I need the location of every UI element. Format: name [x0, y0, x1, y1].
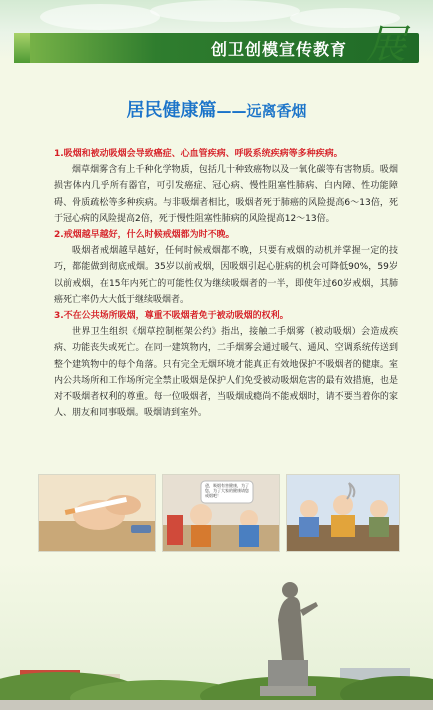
photo-hands-cigarette: [38, 474, 156, 552]
banner-accent-stripe: [14, 33, 30, 63]
banner-title: 创卫创模宣传教育: [210, 40, 347, 59]
office-cartoon-illustration: [287, 475, 399, 551]
park-statue-landscape: [0, 560, 433, 710]
headline-main: 居民健康篇: [126, 100, 217, 121]
section-1-heading: 1.吸烟和被动吸烟会导致癌症、心血管疾病、呼吸系统疾病等多种疾病。: [54, 149, 343, 159]
page-headline: [0, 96, 433, 122]
article-body: [54, 146, 398, 421]
headline-sub: ——远离香烟: [216, 102, 307, 120]
section-1-body: 烟草烟雾含有上千种化学物质，包括几十种致癌物以及一氧化碳等有害物质。吸烟损害体内几乎所有器官，可引发癌症、冠心病、慢性阻塞性肺病、白内障、性功能障碍、骨质疏松等多种疾病。与非吸烟者相比，吸烟者死于肺癌的风险提高6～13倍，死于冠心病的风险提高2倍，死于慢性阻塞性肺病的风险提高12～13倍。: [54, 165, 398, 224]
cloud: [40, 4, 160, 30]
cloud: [150, 0, 300, 22]
section-2-body: 吸烟者戒烟越早越好，任何时候戒烟都不晚，只要有戒烟的动机并掌握一定的技巧，都能做到彻底戒烟。35岁以前戒烟，因吸烟引起心脏病的机会可降低90%，59岁以前戒烟，在15年内死亡的可能性仅为继续吸烟者的一半，即使年过60岁戒烟，其肺癌死亡率仍大大低于继续吸烟者。: [54, 246, 398, 305]
photo-office-smoking: [286, 474, 400, 552]
section-3-heading: 3.不在公共场所吸烟，尊重不吸烟者免于被动吸烟的权利。: [54, 311, 289, 322]
section-2-heading: 2.戒烟越早越好，什么时候戒烟都为时不晚。: [54, 230, 235, 241]
header-banner: [14, 33, 419, 63]
hands-cigarette-illustration: [39, 475, 155, 551]
photo-family-quit-smoking: [162, 474, 280, 552]
speech-bubble-text: 爸，吸烟有害健康，为了您，为了大家的健康请您戒烟吧！: [205, 483, 249, 498]
illustration-strip: [38, 474, 398, 550]
section-3-body: 世界卫生组织《烟草控制框架公约》指出，接触二手烟雾（被动吸烟）会造成疾病、功能丧失或死亡。在同一建筑物内，二手烟雾会通过暖气、通风、空调系统传送到整个建筑物中的每个角落。只有完全无烟环境才能真正有效地保护不吸烟者的健康。室内公共场所和工作场所完全禁止吸烟是保护人们免受被动吸烟危害的最有效措施，也是对不吸烟者权利的尊重。每一位吸烟者，当吸烟成瘾尚不能戒烟时，请不要当着你的家人、朋友和同事吸烟。吸烟请到室外。: [54, 327, 398, 419]
exhibition-logo: 展: [366, 22, 406, 68]
